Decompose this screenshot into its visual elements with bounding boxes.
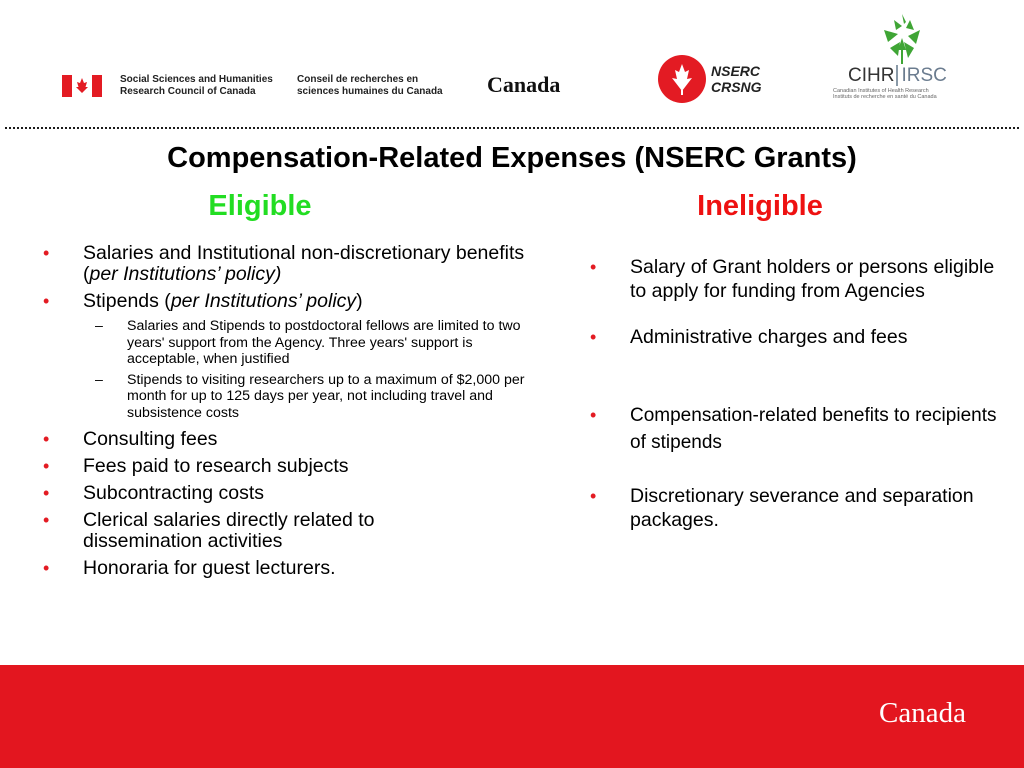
cihr-full-name: Canadian Institutes of Health Research Instituts de recherche en santé du Canada [833,88,937,100]
nserc-maple-logo-icon [658,55,706,103]
list-spacer [587,348,997,402]
bullet-icon: • [43,456,50,476]
sshrc-name-en: Social Sciences and Humanities Research Council of Canada [120,74,273,97]
list-item: • Discretionary severance and separation packages. [590,485,974,531]
list-item: • Stipends (per Institutions’ policy) [43,290,363,312]
sshrc-name-fr: Conseil de recherches en sciences humaines du Canada [297,74,443,97]
canada-flag-icon [62,75,102,97]
list-item: • Salary of Grant holders or persons eligible to apply for funding from Agencies [590,256,995,302]
cihr-irsc-logo-text: CIHR IRSC [848,65,947,86]
list-spacer [587,303,997,327]
ineligible-list [587,255,997,532]
bullet-icon: • [590,405,597,425]
slide-title: Compensation-Related Expenses (NSERC Grants) [167,142,857,174]
list-item: • Fees paid to research subjects [43,455,349,477]
sub-list-item: – Stipends to visiting researchers up to a maximum of $2,000 per month for up to 125 days per year, not including travel and subsistence costs [95,371,525,421]
list-spacer [587,456,997,484]
bullet-icon: • [43,510,50,530]
bullet-icon: • [590,486,597,506]
canada-wordmark-header: Canada [487,72,561,97]
ineligible-heading: Ineligible [697,190,823,222]
bullet-icon: • [43,243,50,263]
list-item: • Clerical salaries directly related to dissemination activities [43,509,375,552]
bullet-icon: • [43,429,50,449]
list-item: • Administrative charges and fees [590,326,908,348]
list-item: • Honoraria for guest lecturers. [43,557,336,579]
list-item: • Consulting fees [43,428,218,450]
bullet-icon: • [43,483,50,503]
list-item: • Compensation-related benefits to recipients of stipends [587,402,997,456]
cihr-leaves-icon [874,12,930,66]
eligible-heading: Eligible [208,190,312,222]
bullet-icon: • [590,257,597,277]
list-item: • Subcontracting costs [43,482,265,504]
logo-bar [0,0,1024,120]
dotted-divider [5,127,1019,129]
canada-wordmark-footer: Canada [879,697,966,729]
bullet-icon: • [43,558,50,578]
sub-list-item: – Salaries and Stipends to postdoctoral fellows are limited to two years' support from the Agency. Three years' support is acceptable, when justified [95,318,521,367]
eligible-list [40,243,540,585]
bullet-icon: • [590,327,597,347]
dash-icon: – [95,318,103,334]
bullet-icon: • [43,291,50,311]
nserc-logo-text: NSERC CRSNG [711,63,762,95]
list-item: • Salaries and Institutional non-discretionary benefits (per Institutions’ policy) [43,242,525,285]
footer-band [0,665,1024,768]
dash-icon: – [95,371,103,388]
